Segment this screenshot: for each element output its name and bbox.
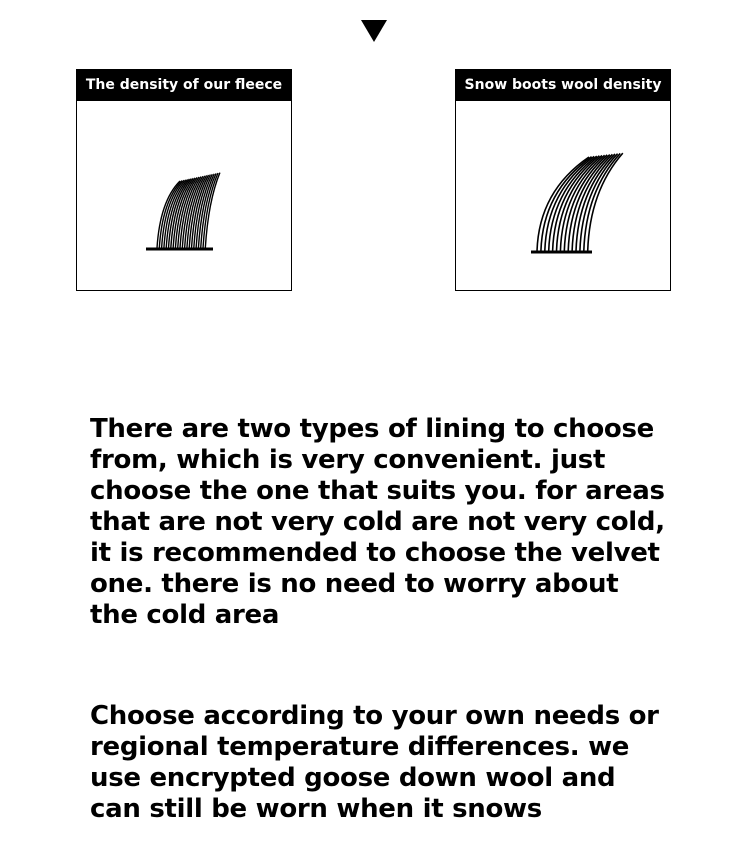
sparse-fiber-icon: [456, 101, 670, 290]
fiber-strands: [157, 173, 220, 248]
dense-fiber-icon: [77, 101, 291, 290]
lining-description: There are two types of lining to choose from, which is very convenient. just choose the one that suits you. for areas that are not very cold are not very cold, it is recommended to choose the velvet one. there is no need to worry about the cold area: [90, 414, 665, 630]
triangle-down-icon: [361, 20, 387, 42]
wool-density-title: Snow boots wool density: [456, 70, 670, 101]
fiber-strands: [537, 153, 623, 251]
fleece-density-title: The density of our fleece: [77, 70, 291, 101]
fleece-density-panel: [76, 69, 292, 291]
wool-density-panel: [455, 69, 671, 291]
wool-description: Choose according to your own needs or regional temperature differences. we use encrypted goose down wool and can still be worn when it snows: [90, 701, 659, 824]
